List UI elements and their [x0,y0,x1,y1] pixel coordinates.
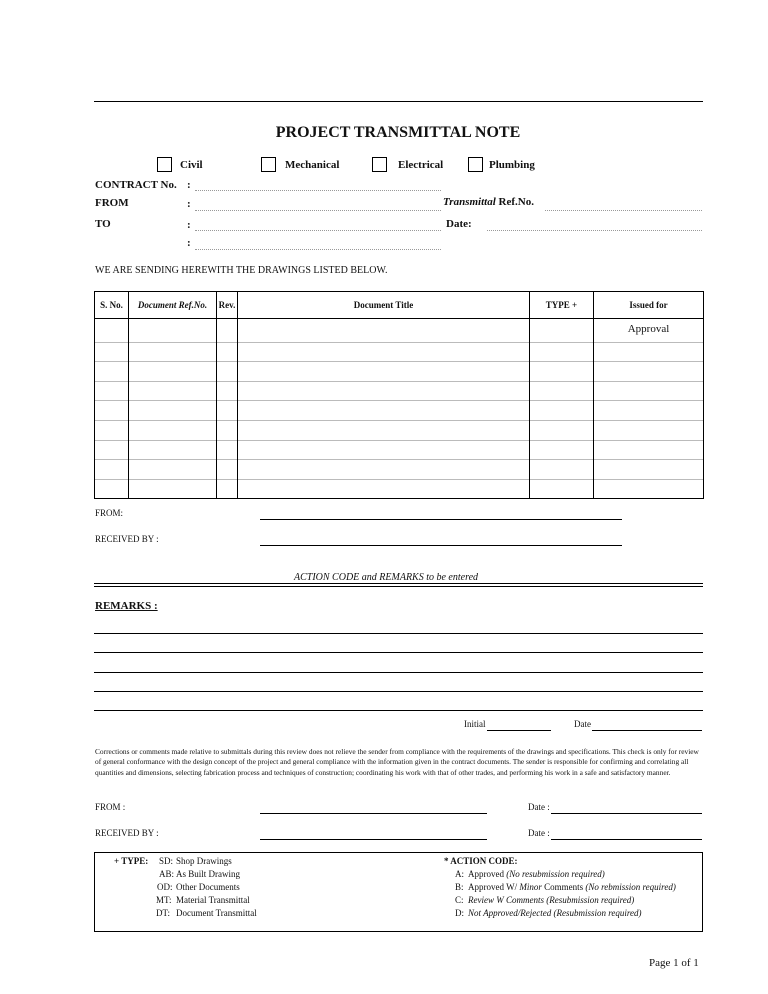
sign-from-line[interactable] [260,519,622,520]
mechanical-label: Mechanical [285,159,340,171]
plumbing-checkbox[interactable] [468,157,483,172]
cell[interactable] [217,401,238,421]
intro-text: WE ARE SENDING HEREWITH THE DRAWINGS LISTED BELOW. [95,265,388,276]
contract-no-colon: : [187,179,191,191]
cell[interactable] [95,401,129,421]
sign-received-line[interactable] [260,545,622,546]
contract-no-label: CONTRACT No. [95,179,177,191]
sign2-received-label: RECEIVED BY : [95,828,159,838]
cell[interactable] [217,362,238,382]
action-double-rule-top [94,583,703,584]
action-legend-title: * ACTION CODE: [444,856,518,866]
document-table [94,291,704,499]
table-header-row [95,292,704,319]
type-legend-code: DT: [156,908,171,918]
sign-received-label: RECEIVED BY : [95,534,159,544]
action-legend-item-b [468,882,676,892]
cell[interactable] [95,420,129,440]
action-heading: ACTION CODE and REMARKS to be entered [294,572,479,583]
action-b-mid: Comments [544,882,584,892]
cell[interactable] [594,440,704,460]
cell[interactable] [530,460,594,480]
type-legend-code: MT: [156,895,172,905]
cell[interactable] [129,479,217,499]
issued-for-cell[interactable]: Approval [594,319,704,343]
cell[interactable] [217,440,238,460]
cell[interactable] [129,440,217,460]
cell[interactable] [217,319,238,343]
col-header-rev: Rev. [217,292,238,319]
electrical-label: Electrical [398,159,444,171]
action-d-text: Not Approved/Rejected (Resubmission required) [468,908,642,918]
cell[interactable] [217,381,238,401]
cell[interactable] [238,440,530,460]
action-b-text: Approved W/ [468,882,518,892]
sign2-received-line[interactable] [260,839,487,840]
action-a-note: (No resubmission required) [506,869,605,879]
cell[interactable] [594,401,704,421]
cell[interactable] [95,479,129,499]
plumbing-label: Plumbing [489,159,535,171]
cell[interactable] [594,460,704,480]
table-row [95,420,704,440]
cell[interactable] [129,381,217,401]
cell[interactable] [530,401,594,421]
remarks-line[interactable] [94,633,703,634]
action-legend-code: A: [455,869,464,879]
type-legend-label: Shop Drawings [176,856,232,866]
civil-label: Civil [180,159,203,171]
cell[interactable] [129,401,217,421]
cell[interactable] [95,440,129,460]
cell[interactable] [530,381,594,401]
col-header-title: Document Title [238,292,530,319]
page-title: PROJECT TRANSMITTAL NOTE [275,124,521,141]
table-row [95,479,704,499]
cell[interactable] [217,420,238,440]
table-row [95,342,704,362]
initial-label: Initial [464,719,486,729]
cell[interactable] [129,362,217,382]
to-label: TO [95,218,111,230]
mechanical-checkbox[interactable] [261,157,276,172]
to-field[interactable] [195,230,441,231]
cell[interactable] [238,460,530,480]
to-field-line-2[interactable] [195,249,441,250]
cell[interactable] [95,319,129,343]
cell[interactable] [217,342,238,362]
type-legend-label: Material Transmittal [176,895,250,905]
remarks-label: REMARKS : [95,600,158,612]
sign2-from-line[interactable] [260,813,487,814]
contract-no-field[interactable] [195,190,441,191]
cell[interactable] [594,342,704,362]
type-legend-code: SD: [159,856,174,866]
initial-line[interactable] [487,730,551,731]
transmittal-word: Transmittal [443,196,496,208]
cell[interactable] [238,362,530,382]
cell[interactable] [530,440,594,460]
col-header-sno: S. No. [95,292,129,319]
type-legend-code: AB: [159,869,175,879]
cell[interactable] [530,342,594,362]
sign2-from-date-line[interactable] [551,813,702,814]
to-colon: : [187,219,191,231]
legend-box [94,852,703,932]
cell[interactable] [238,420,530,440]
cell[interactable] [217,479,238,499]
cell[interactable] [95,342,129,362]
cell[interactable] [129,319,217,343]
remarks-line[interactable] [94,691,703,692]
type-legend-title: + TYPE: [114,856,149,866]
type-legend-label: As Built Drawing [176,869,240,879]
transmittal-ref-field[interactable] [545,210,702,211]
date-label: Date: [446,218,472,230]
action-b-minor: Minor [519,882,542,892]
cell[interactable] [530,479,594,499]
sign-from-label: FROM: [95,508,124,518]
cell[interactable] [129,460,217,480]
cell[interactable] [95,362,129,382]
cell[interactable] [238,342,530,362]
action-c-text: Review W Comments (Resubmission required) [468,895,635,905]
cell[interactable] [238,381,530,401]
table-row [95,440,704,460]
remarks-line[interactable] [94,672,703,673]
action-a-text: Approved [468,869,504,879]
sign2-received-date-label: Date : [528,828,550,838]
date-field[interactable] [487,230,702,231]
cell[interactable] [95,381,129,401]
cell[interactable] [217,460,238,480]
table-row [95,381,704,401]
cell[interactable] [95,460,129,480]
remarks-line[interactable] [94,710,703,711]
sign2-received-date-line[interactable] [551,839,702,840]
type-legend-label: Other Documents [176,882,240,892]
cell[interactable] [594,479,704,499]
page-number: Page 1 of 1 [649,957,699,969]
extra-colon: : [187,237,191,249]
remarks-date-label: Date [574,719,591,729]
disclaimer-text: Corrections or comments made relative to submittals during this review does not relieve the sender from compliance with the requirements of the drawings and specifications. This check is only for review of general conformance with the design concept of the project and general compliance with the information given in the contract documents. The sender is responsible for confirming and correlating all quantities and dimensions, selecting fabrication process and techniques of construction; coordinating his work with that of other trades, and performing his work in a safe and satisfactory manner. [95,747,699,777]
cell[interactable] [594,420,704,440]
from-colon: : [187,198,191,210]
cell[interactable] [530,362,594,382]
table-row [95,460,704,480]
action-legend-code: B: [455,882,464,892]
cell[interactable] [129,420,217,440]
col-header-issued-for: Issued for [594,292,704,319]
civil-checkbox[interactable] [157,157,172,172]
remarks-line[interactable] [94,652,703,653]
cell[interactable] [238,479,530,499]
from-field[interactable] [195,210,441,211]
action-b-note: (No rebmission required) [585,882,676,892]
type-legend-code: OD: [157,882,173,892]
type-legend-label: Document Transmittal [176,908,257,918]
table-row [95,319,704,343]
remarks-date-line[interactable] [592,730,702,731]
cell[interactable] [238,401,530,421]
top-rule [94,101,703,102]
cell[interactable] [129,342,217,362]
col-header-doc-ref: Document Ref.No. [129,292,217,319]
col-header-type: TYPE + [530,292,594,319]
cell[interactable] [594,362,704,382]
table-row [95,362,704,382]
sign2-from-date-label: Date : [528,802,550,812]
from-label: FROM [95,197,129,209]
table-row [95,401,704,421]
action-double-rule-bottom [94,586,703,587]
sign2-from-label: FROM : [95,802,126,812]
action-legend-item-a [468,869,605,879]
ref-no-word: Ref.No. [498,196,534,208]
action-legend-code: D: [455,908,464,918]
cell[interactable] [238,319,530,343]
cell[interactable] [530,420,594,440]
cell[interactable] [530,319,594,343]
action-legend-code: C: [455,895,464,905]
cell[interactable] [594,381,704,401]
transmittal-ref-label [443,196,534,208]
electrical-checkbox[interactable] [372,157,387,172]
